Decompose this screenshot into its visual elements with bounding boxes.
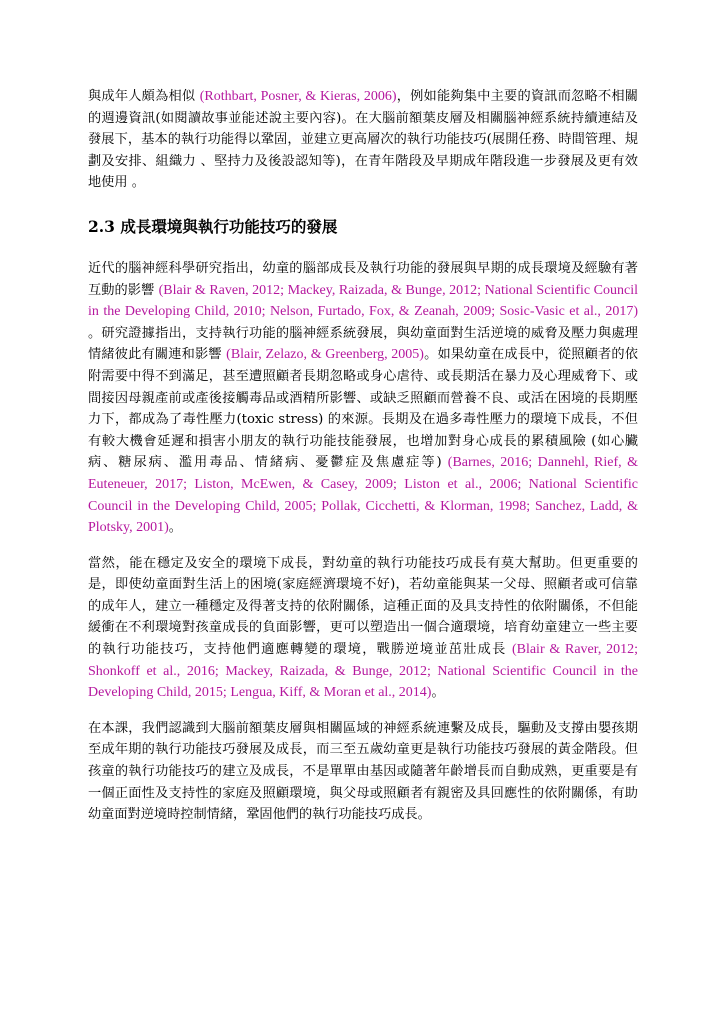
citation: (Blair & Raver, 2012; Shonkoff et al., 2016; Mackey, Raizada, & Bunge, 2012; National Scientific Council in the Developing Child, 2015; Lengua, Kiff, & Moran et al., 2014) bbox=[88, 642, 638, 701]
body-text: 。研究證據指出，支持執行功能的腦神經系統發展，與幼童面對生活逆境的威脅及壓力與處理情緒彼此有關連和影響 bbox=[88, 325, 638, 363]
body-text: 。如果幼童在成長中，從照顧者的依附需要中得不到滿足，甚至遭照顧者長期忽略或身心虐待、或長期活在暴力及心理威脅下、或間接因母親產前或產後接觸毒品或酒精所影響、或缺乏照顧而營養不良、或活在困境的長期壓力下，都成為了毒性壓力(toxic stress) 的來源。長期及在過多毒性壓力的環境下成長，不但有較大機會延遲和損害小朋友的執行功能技能發展，也增加對身心成長的累積風險 (如心臟病、糖尿病、濫用毒品、情緒病、憂鬱症及焦慮症等) bbox=[88, 347, 638, 471]
paragraph-neuroscience bbox=[88, 258, 638, 539]
citation: (Blair, Zelazo, & Greenberg, 2005) bbox=[226, 347, 424, 363]
citation: (Blair & Raven, 2012; Mackey, Raizada, & Bunge, 2012; National Scientific Council in the Developing Child, 2010; Nelson, Furtado, Fox, & Zeanah, 2009; Sosic-Vasic et al., 2017) bbox=[88, 282, 638, 320]
body-text: 當然，能在穩定及安全的環境下成長，對幼童的執行功能技巧成長有莫大幫助。但更重要的是，即使幼童面對生活上的困境(家庭經濟環境不好)，若幼童能與某一父母、照顧者或可信靠的成年人，建立一種穩定及得著支持的依附關係，這種正面的及具支持性的依附關係，不但能緩衝在不利環境對孩童成長的負面影響，更可以塑造出一個合適環境，培育幼童建立一些主要的執行功能技巧，支持他們適應轉變的環境，戰勝逆境並茁壯成長 bbox=[88, 555, 638, 658]
body-text: 在本課，我們認識到大腦前額葉皮層與相關區域的神經系統連繫及成長，驅動及支撐由嬰孩期至成年期的執行功能技巧發展及成長，而三至五歲幼童更是執行功能技巧發展的黃金階段。但孩童的執行功能技巧的建立及成長，不是單單由基因或隨著年齡增長而自動成熟，更重要是有一個正面性及支持性的家庭及照顧環境，與父母或照顧者有親密及具回應性的依附關係，有助幼童面對逆境時控制情緒，鞏固他們的執行功能技巧成長。 bbox=[88, 720, 638, 823]
body-text: 近代的腦神經科學研究指出，幼童的腦部成長及執行功能的發展與早期的成長環境及經驗有著互動的影響 bbox=[88, 260, 638, 298]
paragraph-spacer bbox=[88, 704, 638, 718]
body-text: ，例如能夠集中主要的資訊而忽略不相關的週邊資訊(如閱讀故事並能述說主要內容)。在大腦前額葉皮層及相關腦神經系統持續連結及發展下，基本的執行功能得以鞏固，並建立更高層次的執行功能技巧(展開任務、時間管理、規劃及安排、組織力 、堅持力及後設認知等)，在青年階段及早期成年階段進一步發展及更有效地使用 。 bbox=[88, 89, 638, 191]
paragraph-summary bbox=[88, 718, 638, 826]
document-page bbox=[88, 86, 638, 826]
citation: (Rothbart, Posner, & Kieras, 2006) bbox=[199, 89, 397, 104]
citation: (Barnes, 2016; Dannehl, Rief, & Euteneuer, 2017; Liston, McEwen, & Casey, 2009; Liston et al., 2006; National Scientific Council in the Developing Child, 2005; Pollak, Cicchetti, & Klorman, 1998; Sanchez, Ladd, & Plotsky, 2001) bbox=[88, 455, 638, 536]
paragraph-intro-continued bbox=[88, 86, 638, 194]
body-text: 。 bbox=[431, 685, 445, 701]
body-text: 與成年人頗為相似 bbox=[88, 89, 200, 104]
paragraph-attachment bbox=[88, 553, 638, 704]
paragraph-spacer bbox=[88, 539, 638, 553]
body-text: 。 bbox=[168, 520, 182, 536]
section-heading: 2.3 成長環境與執行功能技巧的發展 bbox=[88, 216, 338, 236]
